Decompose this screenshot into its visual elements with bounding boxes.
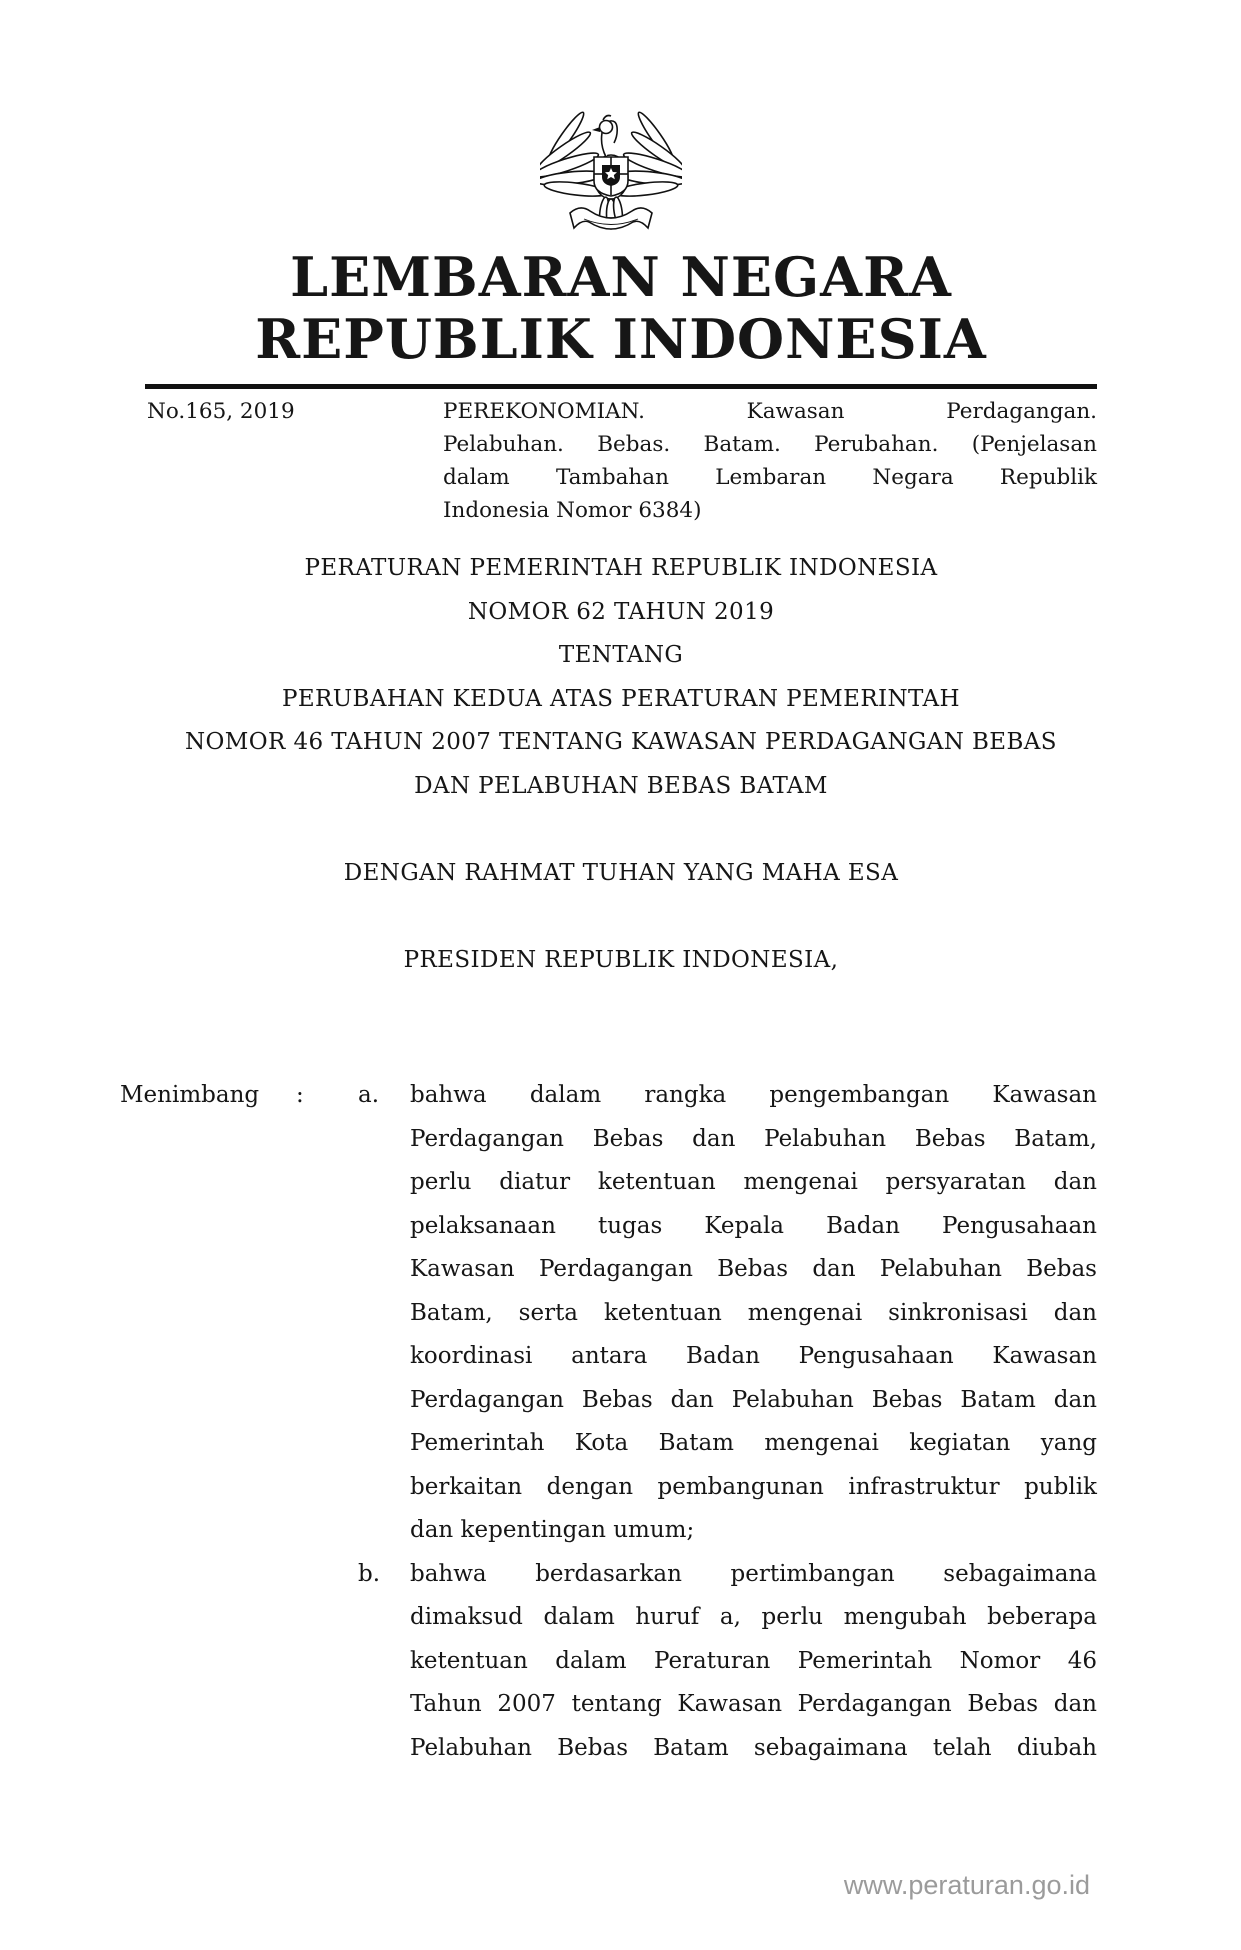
- text-line: koordinasi antara Badan Pengusahaan Kawasan: [410, 1343, 1097, 1369]
- text-line: Tahun 2007 tentang Kawasan Perdagangan Bebas dan: [410, 1691, 1097, 1717]
- masthead-row: [147, 395, 1097, 527]
- item-text: [410, 1553, 1097, 1771]
- text-line: bahwa dalam rangka pengembangan Kawasan: [410, 1082, 1097, 1108]
- gazette-title: [72, 246, 1170, 370]
- text-line: Pemerintah Kota Batam mengenai kegiatan yang: [410, 1430, 1097, 1456]
- gazette-number: No.165, 2019: [147, 399, 295, 424]
- text-line: dimaksud dalam huruf a, perlu mengubah beberapa: [410, 1604, 1097, 1630]
- regulation-heading: [72, 547, 1170, 808]
- gazette-title-line1: LEMBARAN NEGARA: [290, 245, 952, 309]
- text-line: Perdagangan Bebas dan Pelabuhan Bebas Batam,: [410, 1125, 1097, 1152]
- text-line: dalam Tambahan Lembaran Negara Republik: [443, 465, 1097, 490]
- text-line: dan kepentingan umum;: [410, 1517, 695, 1543]
- heading-line: NOMOR 46 TAHUN 2007 TENTANG KAWASAN PERDAGANGAN BEBAS: [185, 729, 1057, 755]
- source-url-watermark: www.peraturan.go.id: [843, 1870, 1090, 1900]
- gazette-title-line2: REPUBLIK INDONESIA: [255, 307, 987, 371]
- invocation-line: DENGAN RAHMAT TUHAN YANG MAHA ESA: [343, 860, 899, 886]
- text-line: ketentuan dalam Peraturan Pemerintah Nomor 46: [410, 1647, 1097, 1674]
- heading-line: TENTANG: [558, 642, 684, 668]
- consideration-item-a: [120, 1074, 1097, 1553]
- text-line: PEREKONOMIAN. Kawasan Perdagangan.: [443, 399, 1097, 424]
- authority-line: PRESIDEN REPUBLIK INDONESIA,: [403, 947, 839, 973]
- text-line: Pelabuhan. Bebas. Batam. Perubahan. (Penjelasan: [443, 432, 1097, 457]
- text-line: Indonesia Nomor 6384): [443, 498, 702, 523]
- text-line: bahwa berdasarkan pertimbangan sebagaimana: [410, 1560, 1097, 1587]
- text-line: perlu diatur ketentuan mengenai persyaratan dan: [410, 1169, 1097, 1195]
- text-line: Kawasan Perdagangan Bebas dan Pelabuhan Bebas: [410, 1256, 1097, 1282]
- masthead-divider-rule: [145, 384, 1097, 389]
- text-line: Perdagangan Bebas dan Pelabuhan Bebas Batam dan: [410, 1386, 1097, 1413]
- text-line: Batam, serta ketentuan mengenai sinkronisasi dan: [410, 1299, 1097, 1326]
- heading-line: PERUBAHAN KEDUA ATAS PERATURAN PEMERINTAH: [281, 685, 960, 712]
- text-line: Pelabuhan Bebas Batam sebagaimana telah diubah: [410, 1734, 1097, 1761]
- item-marker: b.: [358, 1560, 381, 1587]
- garuda-pancasila-emblem: [540, 85, 682, 243]
- considerations-colon: :: [296, 1082, 304, 1108]
- consideration-item-b: [120, 1553, 1097, 1771]
- garuda-pancasila-icon: [540, 85, 682, 243]
- item-text: [410, 1074, 1097, 1553]
- heading-line: NOMOR 62 TAHUN 2019: [467, 598, 775, 625]
- item-marker: a.: [358, 1082, 380, 1108]
- heading-line: PERATURAN PEMERINTAH REPUBLIK INDONESIA: [304, 555, 938, 581]
- considerations-label: Menimbang: [120, 1082, 260, 1108]
- considerations-block: [120, 1074, 1097, 1770]
- heading-line: DAN PELABUHAN BEBAS BATAM: [414, 772, 828, 799]
- text-line: berkaitan dengan pembangunan infrastruktur publik: [410, 1473, 1097, 1500]
- gazette-subject: [443, 395, 1097, 527]
- text-line: pelaksanaan tugas Kepala Badan Pengusahaan: [410, 1212, 1097, 1239]
